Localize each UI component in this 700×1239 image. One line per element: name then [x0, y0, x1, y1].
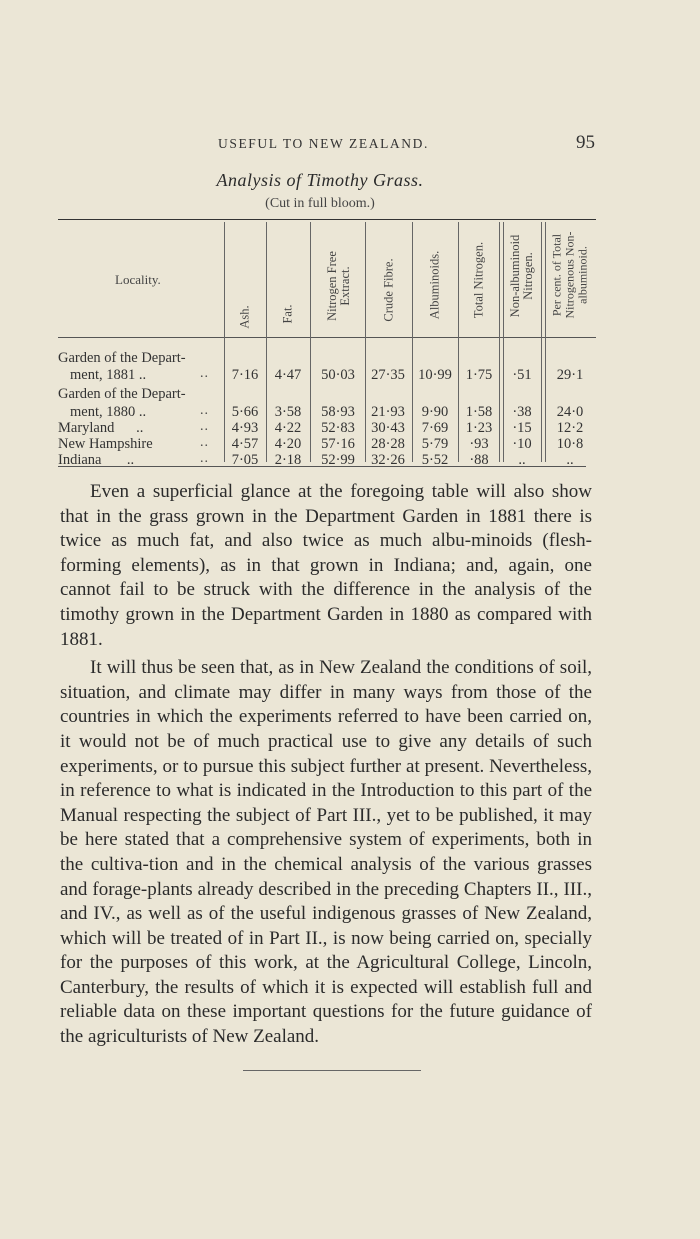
row-5-albuminoids: 5·52: [421, 452, 449, 468]
running-title: USEFUL TO NEW ZEALAND.: [218, 136, 429, 151]
column-header-fat: Fat.: [280, 304, 295, 324]
row-5-nfe: 52·99: [321, 452, 355, 468]
page-number: 95: [576, 132, 595, 153]
row-5-ash: 7·05: [231, 452, 259, 468]
row-1-nfe: 50·03: [321, 367, 355, 383]
row-1-percent: 29·1: [556, 367, 584, 383]
table-subtitle: (Cut in full bloom.): [265, 196, 375, 211]
body-text: [60, 480, 592, 1050]
row-5-non-albuminoid-nitrogen: ..: [518, 452, 526, 468]
row-4-albuminoids: 5·79: [421, 436, 449, 452]
row-2-fibre: 21·93: [371, 404, 405, 420]
row-3-fibre: 30·43: [371, 420, 405, 436]
row-1-non-albuminoid-nitrogen: ·51: [512, 367, 532, 383]
row-5-fibre: 32·26: [371, 452, 405, 468]
row-1-locality-line1: Garden of the Depart-: [58, 350, 186, 366]
row-1-total-nitrogen: 1·75: [465, 367, 493, 383]
row-5-locality: Indiana ..: [58, 452, 135, 468]
row-3-ash: 4·93: [231, 420, 259, 436]
paragraph-1: Even a superficial glance at the foregoing table will also show that in the grass grown in the Department Garden in 1881 there is twice as much fat, and also twice as much albu-minoids (flesh-forming elements), as in that grown in Indiana; and, again, one cannot fail to be struck with the difference in the analysis of the timothy grown in the Department Garden in 1880 as compared with 1881.: [60, 481, 592, 650]
column-header-ash: Ash.: [237, 305, 252, 329]
row-3-albuminoids: 7·69: [421, 420, 449, 436]
row-4-non-albuminoid-nitrogen: ·10: [512, 436, 532, 452]
closing-rule: [243, 1070, 421, 1071]
row-2-percent: 24·0: [556, 404, 584, 420]
row-4-locality: New Hampshire: [58, 436, 153, 452]
row-1-locality-line2: ment, 1881 ..: [70, 367, 147, 383]
row-2-dots: ..: [200, 403, 209, 418]
row-4-dots: ..: [200, 435, 209, 450]
column-header-percent-non-albuminoid: Per cent. of Total Nitrogenous Non-albuminoid.: [549, 231, 590, 319]
row-3-nfe: 52·83: [321, 420, 355, 436]
row-3-locality: Maryland ..: [58, 420, 144, 436]
row-2-ash: 5·66: [231, 404, 259, 420]
row-2-albuminoids: 9·90: [421, 404, 449, 420]
row-4-nfe: 57·16: [321, 436, 355, 452]
row-3-total-nitrogen: 1·23: [465, 420, 493, 436]
table-title: Analysis of Timothy Grass.: [216, 170, 424, 190]
row-1-albuminoids: 10·99: [418, 367, 452, 383]
column-header-non-albuminoid-nitrogen: Non-albuminoid Nitrogen.: [508, 234, 535, 318]
column-header-albuminoids: Albuminoids.: [427, 250, 442, 320]
row-2-nfe: 58·93: [321, 404, 355, 420]
row-2-locality-line2: ment, 1880 ..: [70, 404, 147, 420]
row-4-total-nitrogen: ·93: [469, 436, 489, 452]
row-3-percent: 12·2: [556, 420, 584, 436]
row-1-fat: 4·47: [274, 367, 302, 383]
row-2-total-nitrogen: 1·58: [465, 404, 493, 420]
row-1-dots: ..: [200, 366, 209, 381]
row-2-fat: 3·58: [274, 404, 302, 420]
column-header-crude-fibre: Crude Fibre.: [381, 258, 396, 322]
column-header-locality: Locality.: [115, 272, 161, 287]
column-header-nitrogen-free-extract: Nitrogen Free Extract.: [325, 251, 352, 321]
row-1-fibre: 27·35: [371, 367, 405, 383]
table-top-rule: [58, 219, 596, 220]
row-5-percent: ..: [566, 452, 574, 468]
row-3-non-albuminoid-nitrogen: ·15: [512, 420, 532, 436]
row-5-dots: ..: [200, 451, 209, 466]
row-3-dots: ..: [200, 419, 209, 434]
row-4-fibre: 28·28: [371, 436, 405, 452]
row-2-locality-line1: Garden of the Depart-: [58, 386, 186, 402]
row-1-ash: 7·16: [231, 367, 259, 383]
row-5-total-nitrogen: ·88: [469, 452, 489, 468]
row-3-fat: 4·22: [274, 420, 302, 436]
column-header-total-nitrogen: Total Nitrogen.: [471, 241, 486, 319]
row-5-fat: 2·18: [274, 452, 302, 468]
row-4-percent: 10·8: [556, 436, 584, 452]
row-2-non-albuminoid-nitrogen: ·38: [512, 404, 532, 420]
table-header-rule: [58, 337, 596, 338]
row-4-fat: 4·20: [274, 436, 302, 452]
paragraph-2: It will thus be seen that, as in New Zealand the conditions of soil, situation, and climate may differ in many ways from those of the countries in which the experiments referred to have been carried on, it would not be of much practical use to give any details of such experiments, or to pursue this subject further at present. Nevertheless, in reference to what is indicated in the Introduction to this part of the Manual respecting the subject of Part III., yet to be published, it may be here stated that a comprehensive system of experiments, both in the cultiva-tion and in the chemical analysis of the various grasses and forage-plants already described in the preceding Chapters II., III., and IV., as well as of the useful indigenous grasses of New Zealand, which will be treated of in Part II., is now being carried on, specially for the purposes of this work, at the Agricultural College, Lincoln, Canterbury, the results of which it is expected will establish full and reliable data on these important questions for the future guidance of the agriculturists of New Zealand.: [60, 657, 592, 1048]
row-4-ash: 4·57: [231, 436, 259, 452]
